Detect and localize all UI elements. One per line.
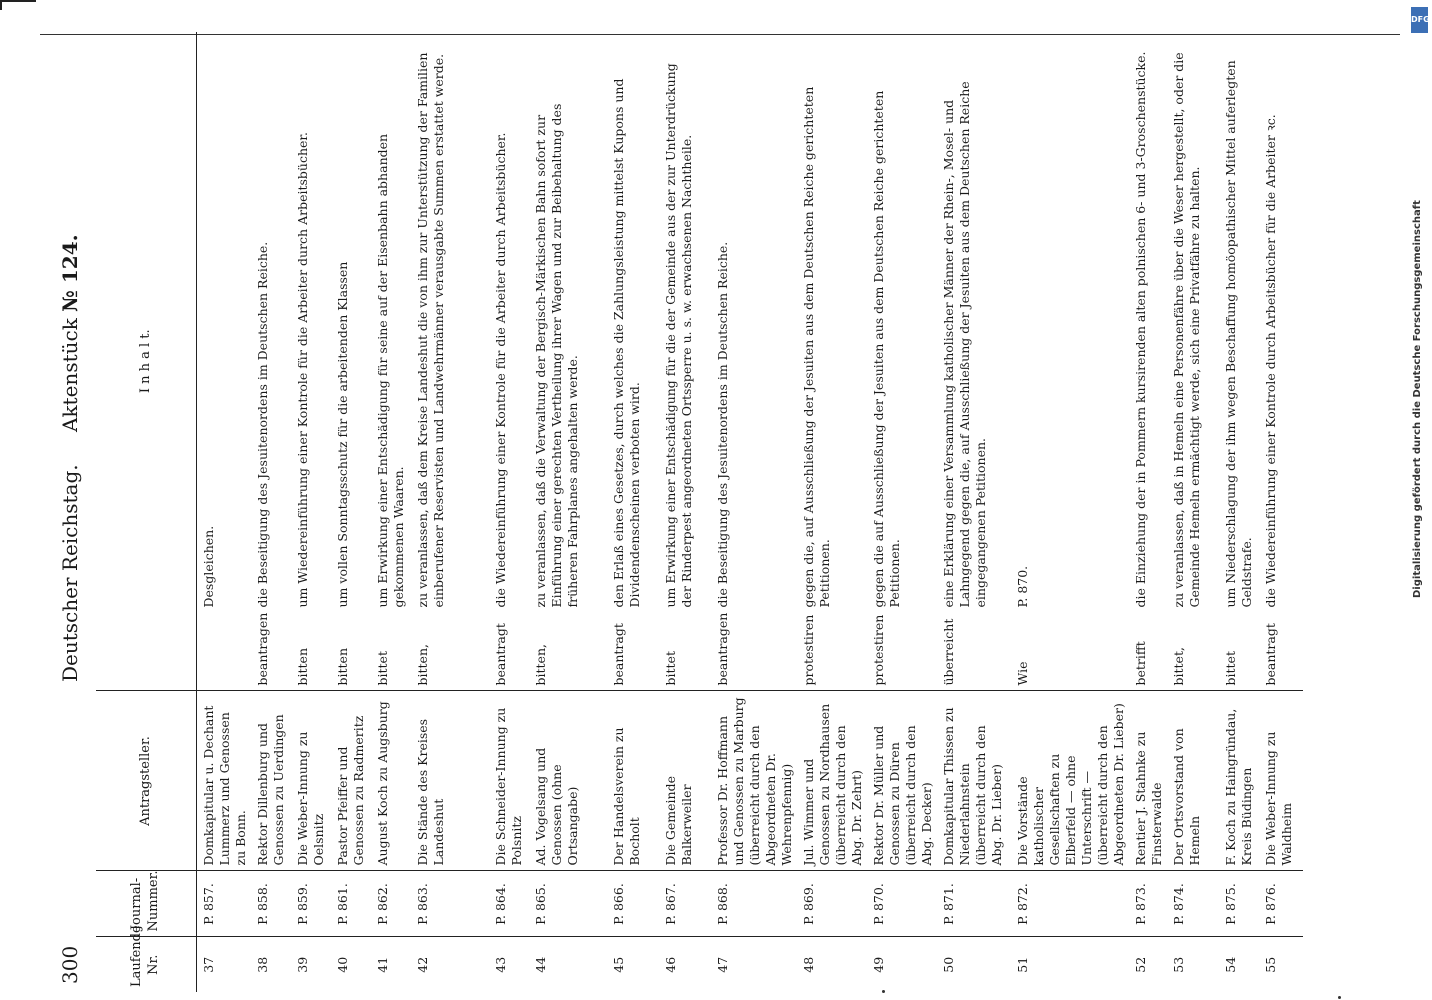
- table-row: [797, 32, 867, 992]
- row-journal-nummer: P. 870.: [867, 871, 937, 937]
- row-laufende-nr: 41: [371, 937, 411, 992]
- section-title: [58, 234, 82, 432]
- row-journal-nummer: P. 875.: [1219, 871, 1259, 937]
- row-antragsteller: Domkapitular Thissen zu Niederlahnstein (überreicht durch den Abg. Dr. Lieber): [937, 691, 1011, 871]
- row-inhalt-verb: beantragt: [1263, 623, 1278, 686]
- header-inhalt: I n h a l t.: [96, 32, 197, 691]
- row-inhalt: [867, 32, 937, 691]
- row-antragsteller: F. Koch zu Haingründau, Kreis Büdingen: [1219, 691, 1259, 871]
- row-inhalt-verb: beantragen: [715, 612, 730, 686]
- row-journal-nummer: P. 861.: [331, 871, 371, 937]
- table-row: [867, 32, 937, 992]
- row-laufende-nr: 49: [867, 937, 937, 992]
- row-inhalt: [197, 32, 252, 691]
- table-row: [1129, 32, 1167, 992]
- corner-mark: [0, 0, 36, 10]
- row-inhalt-text: zu veranlassen, daß in Hemeln eine Personenfähre über die Weser hergestellt, oder die Gemeinde Hemeln ermächtigt werde, sich eine Privatfähre zu halten.: [1171, 52, 1202, 608]
- header-laufende-nr: Laufende Nr.: [96, 937, 197, 992]
- row-inhalt-text: zu veranlassen, daß die Verwaltung der Bergisch-Märkischen Bahn sofort zur Einführung einer gerechten Vertheilung ihrer Wagen und zur Beibehaltung des früheren Fahrplanes angehalten werde.: [533, 103, 580, 608]
- row-inhalt: [797, 32, 867, 691]
- table-row: [659, 32, 711, 992]
- row-inhalt: [251, 32, 291, 691]
- row-inhalt: [1259, 32, 1303, 691]
- row-journal-nummer: P. 872.: [1011, 871, 1129, 937]
- row-inhalt-text: die Beseitigung des Jesuitenordens im Deutschen Reiche.: [715, 241, 730, 608]
- dfg-logo-badge: DFG: [1411, 7, 1428, 33]
- row-inhalt: [1167, 32, 1219, 691]
- row-inhalt: [411, 32, 489, 691]
- row-laufende-nr: 42: [411, 937, 489, 992]
- scan-speck: [1338, 996, 1341, 999]
- row-journal-nummer: P. 876.: [1259, 871, 1303, 937]
- page-number: 300: [58, 945, 82, 984]
- scan-speck: [882, 990, 885, 993]
- row-inhalt-verb: bittet,: [1171, 647, 1186, 686]
- row-inhalt-verb: betrifft: [1133, 641, 1148, 686]
- row-journal-nummer: P. 866.: [607, 871, 659, 937]
- row-antragsteller: Rektor Dillenburg und Genossen zu Uerdingen: [251, 691, 291, 871]
- table-row: [1167, 32, 1219, 992]
- row-inhalt: [607, 32, 659, 691]
- row-laufende-nr: 46: [659, 937, 711, 992]
- table-body: [197, 32, 1304, 992]
- row-laufende-nr: 54: [1219, 937, 1259, 992]
- row-inhalt-text: zu veranlassen, daß dem Kreise Landeshut die von ihm zur Unterstützung der Familien einberufener Reservisten und Landwehrmänner verausgabte Summen erstattet werde.: [415, 52, 446, 608]
- row-antragsteller: Die Weber-Innung zu Oelsnitz: [291, 691, 331, 871]
- row-inhalt-verb: protestiren: [871, 614, 886, 686]
- table-row: [1219, 32, 1259, 992]
- row-journal-nummer: P. 869.: [797, 871, 867, 937]
- row-journal-nummer: P. 858.: [251, 871, 291, 937]
- row-laufende-nr: 51: [1011, 937, 1129, 992]
- row-inhalt: [1011, 32, 1129, 691]
- dfg-notice: Digitalisierung gefördert durch die Deutsche Forschungsgemeinschaft: [1412, 200, 1423, 598]
- section-number: № 124.: [58, 234, 82, 312]
- table-row: [937, 32, 1011, 992]
- table-row: [711, 32, 797, 992]
- row-journal-nummer: P. 864.: [489, 871, 529, 937]
- running-head: [50, 12, 94, 992]
- header-journal-nummer: Journal-Nummer.: [96, 871, 197, 937]
- row-inhalt: [371, 32, 411, 691]
- row-inhalt-text: den Erlaß eines Gesetzes, durch welches die Zahlungsleistung mittelst Kupons und Dividendenscheinen verboten wird.: [611, 78, 642, 608]
- row-laufende-nr: 45: [607, 937, 659, 992]
- petition-table: [96, 32, 1303, 992]
- row-journal-nummer: P. 868.: [711, 871, 797, 937]
- row-inhalt-text: um Niederschlagung der ihm wegen Beschaffung homöopathischer Mittel auferlegten Geldstrafe.: [1223, 60, 1254, 608]
- row-antragsteller: Die Gemeinde Balkerweiler: [659, 691, 711, 871]
- table-row: [291, 32, 331, 992]
- row-inhalt-text: um Erwirkung einer Entschädigung für seine auf der Eisenbahn abhanden gekommenen Waaren.: [375, 133, 406, 608]
- row-inhalt-verb: protestiren: [801, 614, 816, 686]
- row-inhalt-verb: bittet: [1223, 651, 1238, 686]
- row-inhalt-text: gegen die auf Ausschließung der Jesuiten aus dem Deutschen Reiche gerichteten Petitionen.: [871, 90, 902, 608]
- row-antragsteller: Die Stände des Kreises Landeshut: [411, 691, 489, 871]
- table-header-row: [96, 32, 197, 992]
- row-inhalt-text: um Erwirkung einer Entschädigung für die der Gemeinde aus der zur Unterdrückung der Rinderpest angeordneten Ortssperre u. s. w. erwachsenen Nachtheile.: [663, 63, 694, 608]
- row-journal-nummer: P. 873.: [1129, 871, 1167, 937]
- table-row: [411, 32, 489, 992]
- row-laufende-nr: 53: [1167, 937, 1219, 992]
- row-laufende-nr: 47: [711, 937, 797, 992]
- row-inhalt: [489, 32, 529, 691]
- table-row: [607, 32, 659, 992]
- row-inhalt-text: um vollen Sonntagsschutz für die arbeitenden Klassen: [335, 261, 350, 608]
- row-inhalt-text: die Wiedereinführung einer Kontrole für die Arbeiter durch Arbeitsbücher.: [493, 132, 508, 608]
- row-inhalt-verb: überreicht: [941, 618, 956, 686]
- row-antragsteller: Die Vorstände katholischer Gesellschaften zu Elberfeld — ohne Unterschrift — (überreicht durch den Abgeordneten Dr. Lieber): [1011, 691, 1129, 871]
- row-laufende-nr: 40: [331, 937, 371, 992]
- section-prefix: Aktenstück: [58, 318, 82, 432]
- row-laufende-nr: 55: [1259, 937, 1303, 992]
- row-laufende-nr: 43: [489, 937, 529, 992]
- table-row: [371, 32, 411, 992]
- row-inhalt: [331, 32, 371, 691]
- row-journal-nummer: P. 863.: [411, 871, 489, 937]
- row-laufende-nr: 38: [251, 937, 291, 992]
- row-journal-nummer: P. 862.: [371, 871, 411, 937]
- table-row: [529, 32, 607, 992]
- row-inhalt-text: eine Erklärung einer Versammlung katholischer Männer der Rhein-, Mosel- und Lahngegend gegen die, auf Ausschließung der Jesuiten aus dem Deutschen Reiche eingegangenen Petitionen.: [941, 81, 988, 608]
- row-antragsteller: Professor Dr. Hoffmann und Genossen zu Marburg (überreicht durch den Abgeordneten Dr. Wehrenpfennig): [711, 691, 797, 871]
- row-antragsteller: Die Weber-Innung zu Waldheim: [1259, 691, 1303, 871]
- row-inhalt-verb: beantragt: [493, 623, 508, 686]
- row-inhalt: [937, 32, 1011, 691]
- row-antragsteller: August Koch zu Augsburg: [371, 691, 411, 871]
- row-journal-nummer: P. 867.: [659, 871, 711, 937]
- row-laufende-nr: 48: [797, 937, 867, 992]
- row-inhalt: [529, 32, 607, 691]
- row-laufende-nr: 52: [1129, 937, 1167, 992]
- row-antragsteller: Domkapitular u. Dechant Lummerz und Genossen zu Bonn.: [197, 691, 252, 871]
- row-inhalt: [1219, 32, 1259, 691]
- row-antragsteller: Rentier J. Stahnke zu Finsterwalde: [1129, 691, 1167, 871]
- row-laufende-nr: 39: [291, 937, 331, 992]
- row-inhalt-verb: bitten,: [533, 644, 548, 686]
- row-inhalt-text: die Einziehung der in Pommern kursirenden alten polnischen 6- und 3-Groschenstücke.: [1133, 51, 1148, 608]
- row-inhalt-text: um Wiedereinführung einer Kontrole für die Arbeiter durch Arbeitsbücher.: [295, 132, 310, 608]
- row-inhalt-verb: Wie: [1015, 661, 1030, 686]
- row-inhalt-verb: bitten,: [415, 644, 430, 686]
- row-inhalt-text: P. 870.: [1015, 565, 1030, 608]
- row-laufende-nr: 37: [197, 937, 252, 992]
- row-inhalt-verb: bitten: [335, 648, 350, 686]
- row-antragsteller: Der Handelsverein zu Bocholt: [607, 691, 659, 871]
- row-inhalt-text: die Beseitigung des Jesuitenordens im Deutschen Reiche.: [255, 241, 270, 608]
- row-laufende-nr: 44: [529, 937, 607, 992]
- row-inhalt: [291, 32, 331, 691]
- table-row: [1259, 32, 1303, 992]
- row-inhalt-verb: beantragen: [255, 612, 270, 686]
- row-journal-nummer: P. 857.: [197, 871, 252, 937]
- row-inhalt: [1129, 32, 1167, 691]
- row-inhalt-text: die Wiedereinführung einer Kontrole durch Arbeitsbücher für die Arbeiter ꝛc.: [1263, 114, 1278, 608]
- row-journal-nummer: P. 859.: [291, 871, 331, 937]
- table-row: [1011, 32, 1129, 992]
- row-antragsteller: Ad. Vogelsang und Genossen (ohne Ortsangabe): [529, 691, 607, 871]
- table-row: [197, 32, 252, 992]
- row-inhalt-verb: beantragt: [611, 623, 626, 686]
- row-inhalt: [659, 32, 711, 691]
- table-row: [251, 32, 291, 992]
- row-journal-nummer: P. 865.: [529, 871, 607, 937]
- rotated-page: [50, 12, 1350, 992]
- row-antragsteller: Die Schneider-Innung zu Polsnitz: [489, 691, 529, 871]
- row-inhalt-verb: bittet: [663, 651, 678, 686]
- header-antragsteller: Antragsteller.: [96, 691, 197, 871]
- table-row: [331, 32, 371, 992]
- row-antragsteller: Der Ortsvorstand von Hemeln: [1167, 691, 1219, 871]
- row-inhalt-verb: bitten: [295, 648, 310, 686]
- row-antragsteller: Rektor Dr. Müller und Genossen zu Düren (überreicht durch den Abg. Decker): [867, 691, 937, 871]
- row-antragsteller: Pastor Pfeiffer und Genossen zu Radmeritz: [331, 691, 371, 871]
- row-inhalt-verb: bittet: [375, 651, 390, 686]
- table-row: [489, 32, 529, 992]
- row-antragsteller: Jul. Wimmer und Genossen zu Nordhausen (überreicht durch den Abg. Dr. Zehrt): [797, 691, 867, 871]
- row-inhalt: [711, 32, 797, 691]
- journal-title: Deutscher Reichstag.: [58, 464, 82, 682]
- row-journal-nummer: P. 871.: [937, 871, 1011, 937]
- row-inhalt-text: Desgleichen.: [201, 525, 216, 608]
- row-inhalt-text: gegen die, auf Ausschließung der Jesuiten aus dem Deutschen Reiche gerichteten Petitionen.: [801, 86, 832, 608]
- row-journal-nummer: P. 874.: [1167, 871, 1219, 937]
- row-laufende-nr: 50: [937, 937, 1011, 992]
